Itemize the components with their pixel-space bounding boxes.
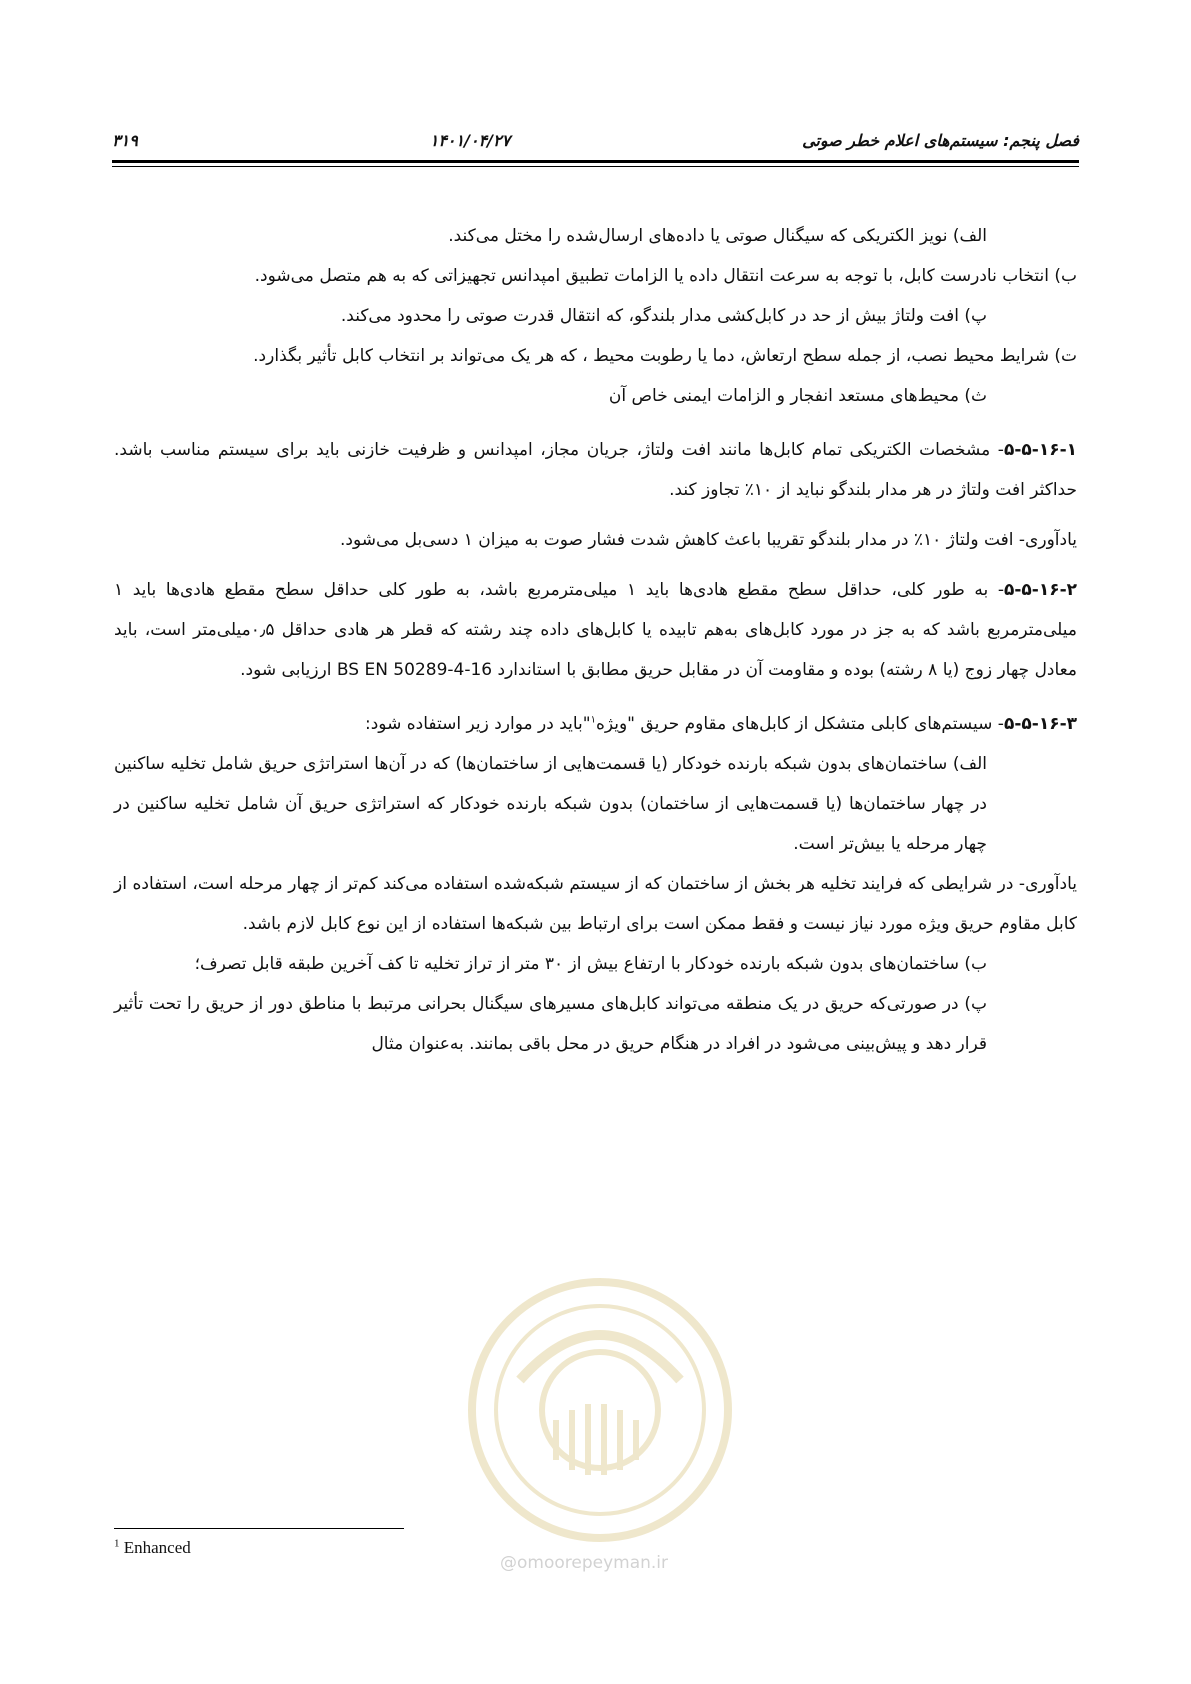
footnote-text: Enhanced [123, 1538, 191, 1557]
list1-item-pe: پ) افت ولتاژ بیش از حد در کابل‌کشی مدار بلندگو، که انتقال قدرت صوتی را محدود می‌کند. [340, 306, 987, 326]
clause-number: ۵-۵-۱۶-۱ [1003, 440, 1077, 460]
footnote [114, 1538, 191, 1558]
clause-5-5-16-1-note: یادآوری- افت ولتاژ ۱۰٪ در مدار بلندگو تقریبا باعث کاهش شدت فشار صوت به میزان ۱ دسی‌بل می‌شود. [340, 530, 1077, 550]
clause-number: ۵-۵-۱۶-۳ [1003, 714, 1077, 734]
clause-5-5-16-3 [114, 704, 1077, 744]
list1-item-se: ث) محیط‌های مستعد انفجار و الزامات ایمنی خاص آن [608, 386, 987, 406]
clause-text: - سیستم‌های کابلی متشکل از کابل‌های مقاوم حریق "ویژه [595, 714, 1004, 734]
footnote-reference: ۱ [590, 714, 596, 726]
list1-item-be: ب) انتخاب نادرست کابل، با توجه به سرعت انتقال داده یا الزامات تطبیق امپدانس تجهیزاتی که به هم متصل می‌شود. [254, 266, 1077, 286]
clause-text-cont: "باید در موارد زیر استفاده شود: [365, 714, 591, 734]
clause-text: - به طور کلی، حداقل سطح مقطع هادی‌ها باید ۱ میلی‌مترمربع باشد، به طور کلی حداقل سطح مقطع هادی‌ها باید ۱ میلی‌مترمربع باشد که به جز در مورد کابل‌های به‌هم تابیده یا کابل‌های داده چند رشته که قطر هر هادی حداقل ۰٫۵میلی‌متر است، باید معادل چهار زوج (یا ۸ رشته) بوده و مقاومت آن در مقابل حریق مطابق با استاندارد BS EN 50289-4-16 ارزیابی شود. [114, 580, 1078, 680]
clause-3-note: یادآوری- در شرایطی که فرایند تخلیه هر بخش از ساختمان که از سیستم شبکه‌شده استفاده می‌کند کم‌تر از چهار مرحله است، استفاده از کابل مقاوم حریق ویژه مورد نیاز نیست و فقط ممکن است برای ارتباط بین شبکه‌ها استفاده از این نوع کابل لازم باشد. [114, 874, 1077, 934]
header-date: ۱۴۰۱/۰۴/۲۷ [429, 130, 511, 150]
clause-5-5-16-2 [114, 570, 1077, 690]
header-rule-thin [112, 166, 1079, 167]
page-body [114, 216, 1077, 1064]
list1-item-alef: الف) نویز الکتریکی که سیگنال صوتی یا داده‌های ارسال‌شده را مختل می‌کند. [448, 226, 987, 246]
clause-number: ۵-۵-۱۶-۲ [1003, 580, 1077, 600]
list1-item-te: ت) شرایط محیط نصب، از جمله سطح ارتعاش، دما یا رطوبت محیط ، که هر یک می‌تواند بر انتخاب کابل تأثیر بگذارد. [253, 346, 1077, 366]
footnote-rule [114, 1528, 404, 1529]
clause-3-item-alef: الف) ساختمان‌های بدون شبکه بارنده خودکار (یا قسمت‌هایی از ساختمان‌ها) که در آن‌ها استراتژی حریق شامل تخلیه ساکنین در چهار ساختمان‌ها (یا قسمت‌هایی از ساختمان) بدون شبکه بارنده خودکار که استراتژی حریق آن شامل تخلیه ساکنین در چهار مرحله یا بیش‌تر است. [114, 754, 987, 854]
page-number: ۳۱۹ [112, 130, 138, 150]
watermark-site: @omoorepeyman.ir [500, 1553, 669, 1573]
clause-3-item-pe: پ) در صورتی‌که حریق در یک منطقه می‌تواند کابل‌های مسیرهای سیگنال بحرانی مرتبط با مناطق دور از حریق را تحت تأثیر قرار دهد و پیش‌بینی می‌شود در افراد در هنگام حریق در محل باقی بمانند. به‌عنوان مثال [114, 994, 987, 1054]
clause-text: - مشخصات الکتریکی تمام کابل‌ها مانند افت ولتاژ، جریان مجاز، امپدانس و ظرفیت خازنی باید برای سیستم مناسب باشد. حداکثر افت ولتاژ در هر مدار بلندگو نباید از ۱۰٪ تجاوز کند. [114, 440, 1077, 500]
clause-3-item-be: ب) ساختمان‌های بدون شبکه بارنده خودکار با ارتفاع بیش از ۳۰ متر از تراز تخلیه تا کف آخرین طبقه قابل تصرف؛ [194, 954, 987, 974]
page-header [112, 122, 1079, 158]
chapter-title: فصل پنجم: سیستم‌های اعلام خطر صوتی [802, 130, 1079, 150]
seal-watermark [460, 1270, 740, 1550]
clause-5-5-16-1 [114, 430, 1077, 510]
footnote-marker: 1 [114, 1537, 120, 1550]
header-rule-thick [112, 160, 1079, 163]
